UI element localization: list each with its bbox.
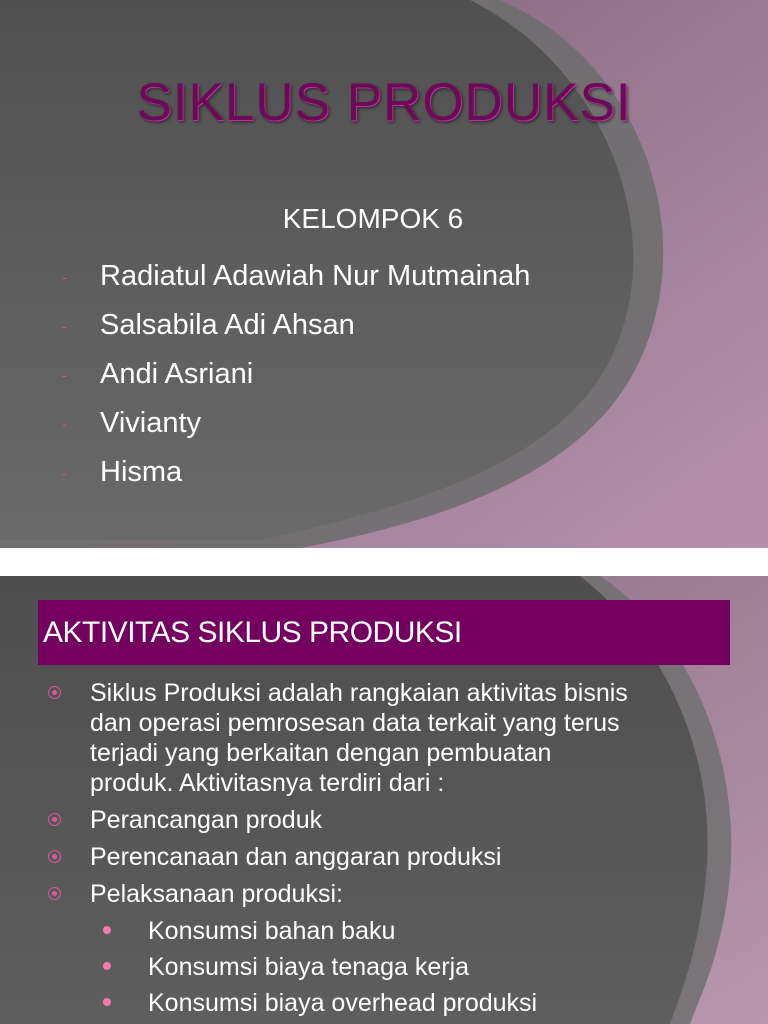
item-text: Perencanaan dan anggaran produksi <box>90 843 502 871</box>
slide-title: SIKLUS PRODUKSI <box>136 73 632 132</box>
member-name: Salsabila Adi Ahsan <box>100 309 355 341</box>
member-name: Andi Asriani <box>100 358 254 390</box>
member-list <box>62 252 530 497</box>
circle-bullet-icon <box>48 686 61 699</box>
slide-content <box>48 678 738 1024</box>
list-item <box>62 399 530 448</box>
list-item <box>62 252 530 301</box>
dash-bullet: - <box>62 415 67 432</box>
item-text: Pelaksanaan produksi: <box>90 880 343 908</box>
list-item <box>48 879 738 909</box>
group-label: KELOMPOK 6 <box>282 203 464 234</box>
sub-list-item <box>48 916 738 946</box>
circle-bullet-icon <box>48 850 61 863</box>
circle-bullet-icon <box>48 813 61 826</box>
list-item <box>62 448 530 497</box>
dot-bullet-icon <box>103 998 111 1006</box>
intro-line: dan operasi pemrosesan data terkait yang terus <box>90 709 620 737</box>
dash-bullet: - <box>62 317 67 334</box>
intro-line: terjadi yang berkaitan dengan pembuatan <box>90 739 552 767</box>
sub-item-text: Konsumsi biaya overhead produksi <box>148 989 538 1017</box>
dash-bullet: - <box>62 366 67 383</box>
list-item <box>48 842 738 872</box>
circle-bullet-icon <box>48 887 61 900</box>
member-name: Hisma <box>100 456 183 488</box>
intro-line: produk. Aktivitasnya terdiri dari : <box>90 769 445 797</box>
sub-list-item <box>48 952 738 982</box>
dot-bullet-icon <box>103 962 111 970</box>
sub-list-item <box>48 988 738 1018</box>
member-name: Vivianty <box>100 407 202 439</box>
sub-item-text: Konsumsi bahan baku <box>148 917 396 945</box>
slide-2 <box>0 576 768 1024</box>
sub-item-text: Konsumsi biaya tenaga kerja <box>148 953 470 981</box>
list-item <box>48 805 738 835</box>
list-item <box>62 301 530 350</box>
item-text: Perancangan produk <box>90 806 323 834</box>
dash-bullet: - <box>62 268 67 285</box>
dash-bullet: - <box>62 464 67 481</box>
intro-line: Siklus Produksi adalah rangkaian aktivitas bisnis <box>90 679 628 707</box>
section-header-text: AKTIVITAS SIKLUS PRODUKSI <box>43 615 462 649</box>
list-item <box>48 678 738 798</box>
dot-bullet-icon <box>103 926 111 934</box>
section-header <box>38 600 730 665</box>
list-item <box>62 350 530 399</box>
member-name: Radiatul Adawiah Nur Mutmainah <box>100 260 531 292</box>
